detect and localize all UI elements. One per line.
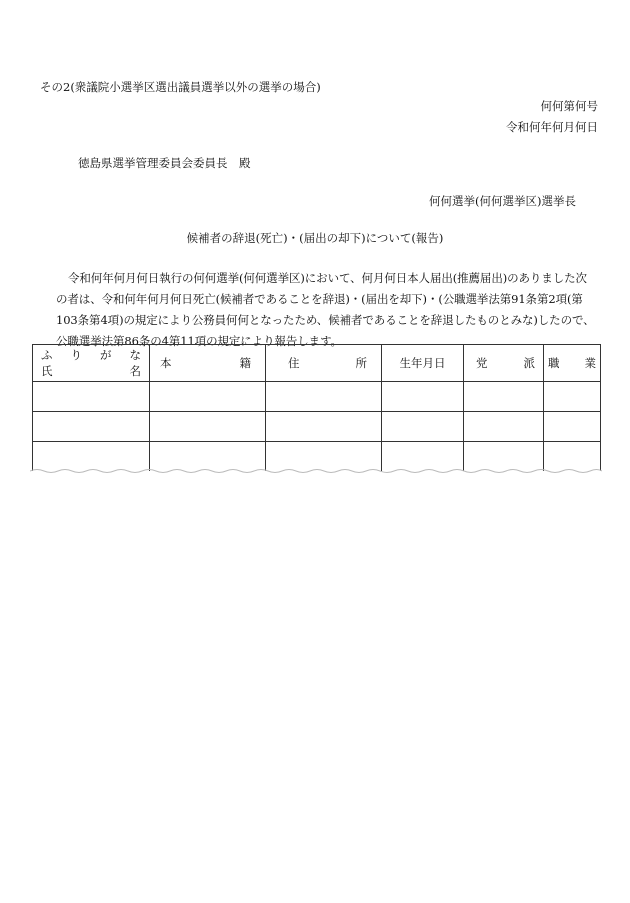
table-header-row [33,345,601,382]
cell-address[interactable] [266,382,382,412]
cell-birthdate[interactable] [382,382,464,412]
header-birthdate: 生年月日 [382,345,464,382]
table-row [33,382,601,412]
cell-party[interactable] [464,412,544,442]
header-address: 住 所 [266,345,382,382]
body-line: の者は、令和何年何月何日死亡(候補者であることを辞退)・(届出を却下)・(公職選挙法第91条第2項(第 [56,292,583,306]
cell-honseki[interactable] [150,382,266,412]
cell-name[interactable] [33,442,150,472]
cell-address[interactable] [266,412,382,442]
candidate-table [32,344,601,471]
body-line: 令和何年何月何日執行の何何選挙(何何選挙区)において、何月何日本人届出(推薦届出)のありました次 [68,271,587,285]
cell-occupation[interactable] [544,412,601,442]
cell-party[interactable] [464,382,544,412]
doc-heading: その2(衆議院小選挙区選出議員選挙以外の選挙の場合) [40,80,321,94]
doc-date: 令和何年何月何日 [506,120,598,134]
doc-number: 何何第何号 [540,99,598,113]
body-line: 公職選挙法第86条の4第11項の規定により報告します。 [56,334,342,348]
cell-honseki[interactable] [150,442,266,472]
cell-address[interactable] [266,442,382,472]
table-row [33,442,601,472]
cell-occupation[interactable] [544,442,601,472]
cell-name[interactable] [33,412,150,442]
header-occupation: 職 業 [544,345,601,382]
cell-name[interactable] [33,382,150,412]
table-row [33,412,601,442]
header-party: 党 派 [464,345,544,382]
body-paragraph [56,268,606,352]
cell-birthdate[interactable] [382,412,464,442]
torn-edge [30,468,602,474]
cell-birthdate[interactable] [382,442,464,472]
subject-title: 候補者の辞退(死亡)・(届出の却下)について(報告) [186,231,444,245]
header-honseki: 本 籍 [150,345,266,382]
header-furigana-name: ふ り が な 氏 名 [33,345,150,382]
addressee: 徳島県選挙管理委員会委員長 殿 [78,156,251,170]
cell-occupation[interactable] [544,382,601,412]
cell-honseki[interactable] [150,412,266,442]
sender: 何何選挙(何何選挙区)選挙長 [429,194,576,208]
body-line: 103条第4項)の規定により公務員何何となったため、候補者であることを辞退したものとみな)したので、 [56,313,595,327]
cell-party[interactable] [464,442,544,472]
